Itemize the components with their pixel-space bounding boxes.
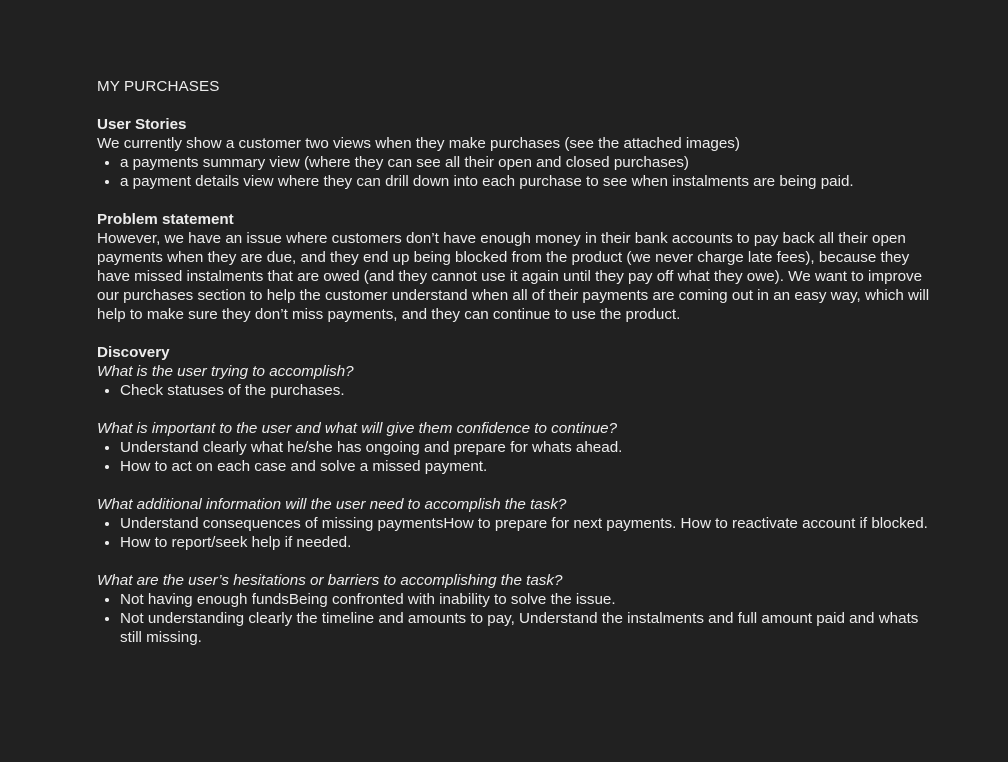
document	[97, 77, 937, 647]
list-item: • Understand clearly what he/she has ongoing and prepare for whats ahead.	[120, 438, 937, 457]
discovery-question: What is important to the user and what will give them confidence to continue?	[97, 420, 618, 437]
discovery-question-block	[97, 419, 937, 476]
discovery-answer-list	[97, 514, 937, 552]
discovery-question-block	[97, 362, 937, 400]
discovery-question-block	[97, 571, 937, 647]
list-item: • a payments summary view (where they can see all their open and closed purchases)	[120, 153, 937, 172]
user-stories-title: User Stories	[97, 116, 187, 133]
user-stories-section	[97, 115, 937, 191]
discovery-answer-list	[97, 381, 937, 400]
list-item: • Understand consequences of missing paymentsHow to prepare for next payments. How to reactivate account if blocked.	[120, 514, 937, 533]
page-title: MY PURCHASES	[97, 78, 220, 95]
list-item: • a payment details view where they can drill down into each purchase to see when instalments are being paid.	[120, 172, 937, 191]
list-item: • Check statuses of the purchases.	[120, 381, 937, 400]
list-item: • How to report/seek help if needed.	[120, 533, 937, 552]
discovery-section	[97, 343, 937, 647]
discovery-question: What additional information will the user need to accomplish the task?	[97, 496, 567, 513]
discovery-answer-list	[97, 590, 937, 647]
discovery-question-block	[97, 495, 937, 552]
discovery-title: Discovery	[97, 344, 170, 361]
discovery-question: What is the user trying to accomplish?	[97, 363, 354, 380]
discovery-answer-list	[97, 438, 937, 476]
list-item: • Not having enough fundsBeing confronted with inability to solve the issue.	[120, 590, 937, 609]
problem-statement-body: However, we have an issue where customers don’t have enough money in their bank accounts to pay back all their open payments when they are due, and they end up being blocked from the product (we never charge late fees), because they have missed instalments that are owed (and they cannot use it again until they pay off what they owe). We want to improve our purchases section to help the customer understand when all of their payments are coming out in an easy way, which will help to make sure they don’t miss payments, and they can continue to use the product.	[97, 230, 930, 323]
list-item: • How to act on each case and solve a missed payment.	[120, 457, 937, 476]
problem-statement-section	[97, 210, 937, 324]
discovery-question: What are the user’s hesitations or barriers to accomplishing the task?	[97, 572, 563, 589]
list-item: • Not understanding clearly the timeline and amounts to pay, Understand the instalments and full amount paid and whats still missing.	[120, 609, 937, 647]
user-stories-intro: We currently show a customer two views when they make purchases (see the attached images)	[97, 135, 740, 152]
problem-statement-title: Problem statement	[97, 211, 234, 228]
user-stories-list	[97, 153, 937, 191]
